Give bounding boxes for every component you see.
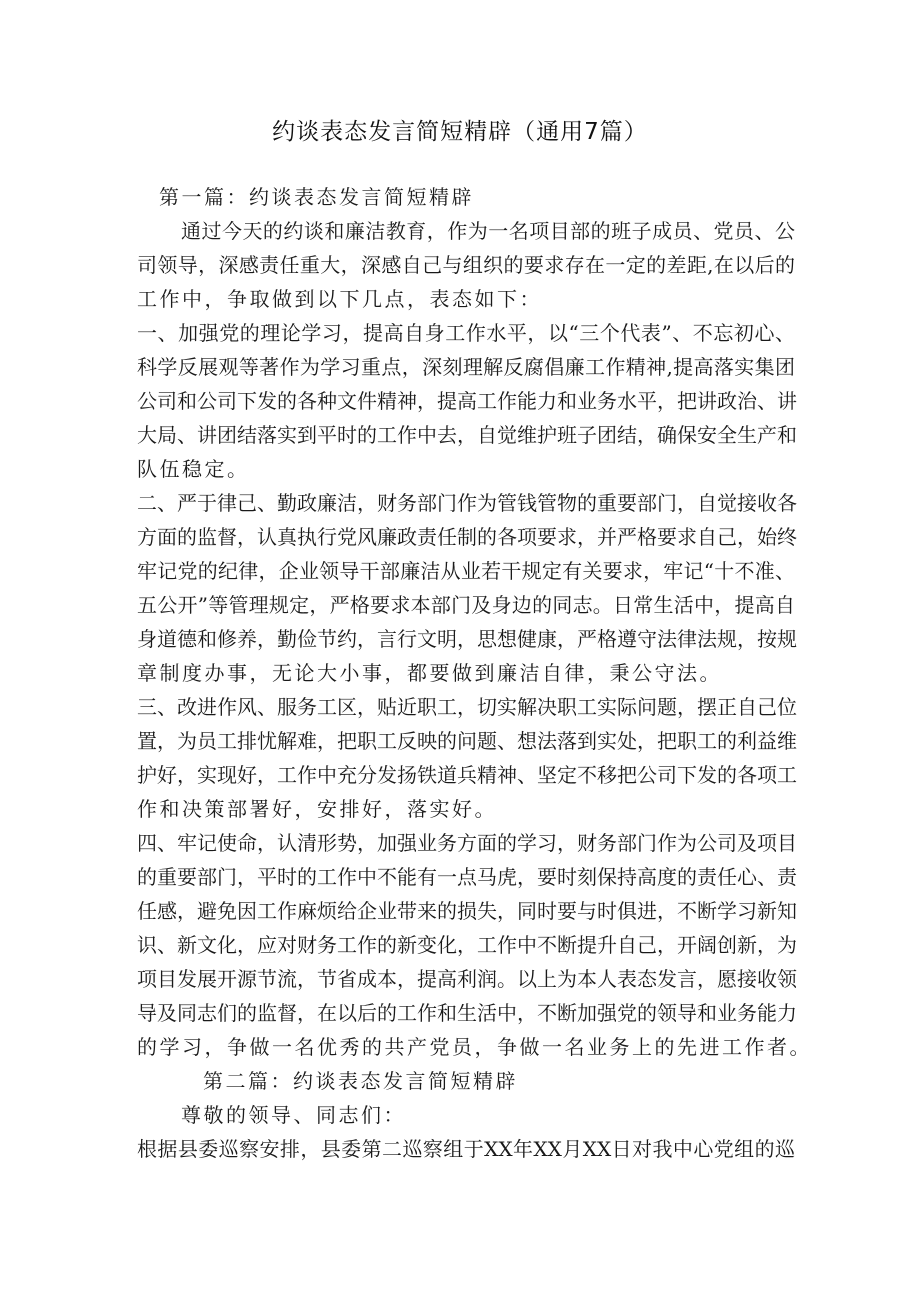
text-line: 大局、讲团结落实到平时的工作中去，自觉维护班子团结，确保安全生产和 [137, 423, 797, 447]
text-line: 识、新文化，应对财务工作的新变化，工作中不断提升自己，开阔创新，为 [137, 933, 797, 957]
text-line: 司领导，深感责任重大，深感自己与组织的要求存在一定的差距,在以后的 [137, 253, 795, 277]
text-line: 根据县委巡察安排，县委第二巡察组于XX年XX月XX日对我中心党组的巡 [137, 1137, 795, 1161]
document-title: 约谈表态发言简短精辟（通用7篇） [272, 119, 648, 145]
text-line: 置，为员工排忧解难，把职工反映的问题、想法落到实处，把职工的利益维 [137, 729, 797, 753]
text-line: 方面的监督，认真执行党风廉政责任制的各项要求，并严格要求自己，始终 [137, 525, 797, 549]
text-line: 章制度办事，无论大小事，都要做到廉洁自律，秉公守法。 [137, 661, 722, 685]
text-line: 尊敬的领导、同志们： [181, 1103, 406, 1127]
text-line: 牢记党的纪律，企业领导干部廉洁从业若干规定有关要求，牢记“十不准、 [137, 559, 795, 583]
text-line: 二、严于律己、勤政廉洁，财务部门作为管钱管物的重要部门，自觉接收各 [137, 491, 797, 515]
text-line: 队伍稳定。 [137, 457, 250, 481]
text-line: 三、改进作风、服务工区，贴近职工，切实解决职工实际问题，摆正自己位 [137, 695, 797, 719]
text-line: 第二篇：约谈表态发言简短精辟 [203, 1069, 518, 1093]
text-line: 导及同志们的监督，在以后的工作和生活中，不断加强党的领导和业务能力 [137, 1001, 797, 1025]
text-line: 通过今天的约谈和廉洁教育，作为一名项目部的班子成员、党员、公 [181, 219, 795, 243]
text-line: 的学习，争做一名优秀的共产党员，争做一名业务上的先进工作者。 [137, 1035, 812, 1059]
text-line: 的重要部门，平时的工作中不能有一点马虎，要时刻保持高度的责任心、责 [137, 865, 797, 889]
text-line: 公司和公司下发的各种文件精神，提高工作能力和业务水平，把讲政治、讲 [137, 389, 797, 413]
text-line: 第一篇：约谈表态发言简短精辟 [159, 185, 474, 209]
text-line: 科学反展观等著作为学习重点，深刻理解反腐倡廉工作精神,提高落实集团 [137, 355, 795, 379]
text-line: 护好，实现好，工作中充分发扬铁道兵精神、坚定不移把公司下发的各项工 [137, 763, 797, 787]
text-line: 项目发展开源节流，节省成本，提高利润。以上为本人表态发言，愿接收领 [137, 967, 797, 991]
text-line: 五公开”等管理规定，严格要求本部门及身边的同志。日常生活中，提高自 [137, 593, 795, 617]
text-line: 一、加强党的理论学习，提高自身工作水平，以“三个代表”、不忘初心、 [137, 321, 795, 345]
text-line: 四、牢记使命，认清形势，加强业务方面的学习，财务部门作为公司及项目 [137, 831, 797, 855]
document-body [137, 180, 812, 1166]
text-line: 作和决策部署好，安排好，落实好。 [137, 797, 497, 821]
text-line: 工作中，争取做到以下几点，表态如下： [137, 287, 542, 311]
text-line: 任感，避免因工作麻烦给企业带来的损失，同时要与时俱进，不断学习新知 [137, 899, 797, 923]
text-line: 身道德和修养，勤俭节约，言行文明，思想健康，严格遵守法律法规，按规 [137, 627, 797, 651]
